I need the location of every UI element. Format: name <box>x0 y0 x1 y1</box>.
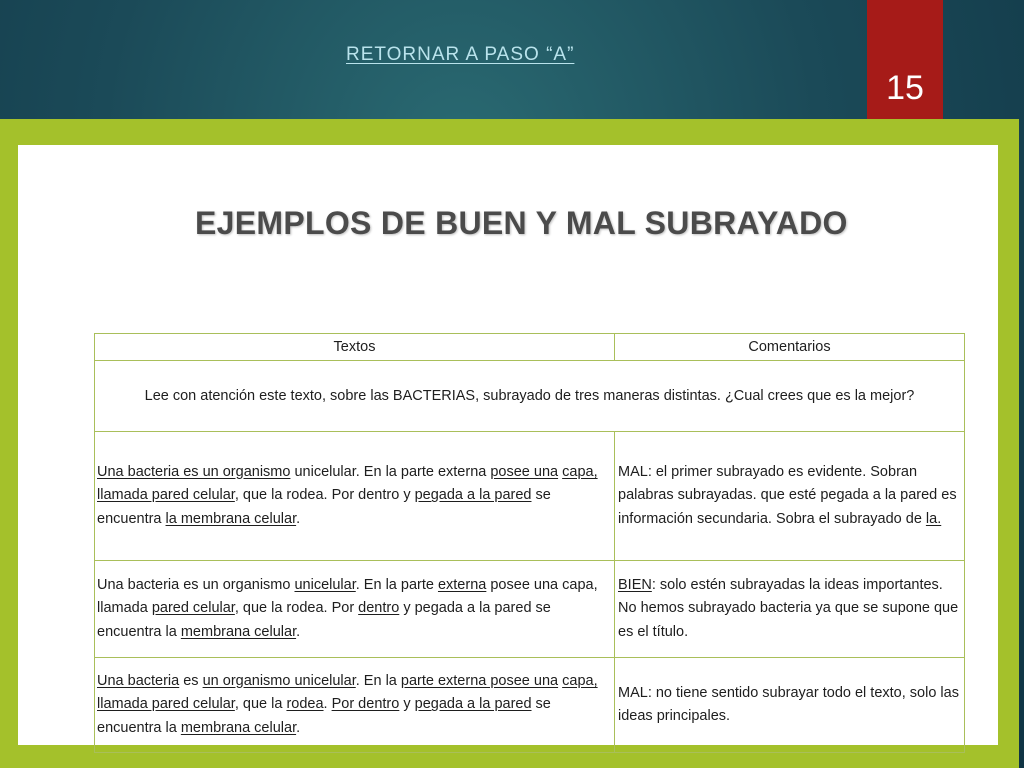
example-text-2: Una bacteria es un organismo unicelular. En la parte externa posee una capa, llamada pared celular, que la rodea. Por dentro y pegada a la pared se encuentra la membrana celular. <box>95 561 615 658</box>
intro-text: Lee con atención este texto, sobre las BACTERIAS, subrayado de tres maneras distintas. ¿Cual crees que es la mejor? <box>95 361 965 432</box>
example-text-3: Una bacteria es un organismo unicelular. En la parte externa posee una capa, llamada pared celular, que la rodea. Por dentro y pegada a la pared se encuentra la membrana celular. <box>95 658 615 753</box>
example-comment-3: MAL: no tiene sentido subrayar todo el texto, solo las ideas principales. <box>615 658 965 753</box>
page-title: EJEMPLOS DE BUEN Y MAL SUBRAYADO <box>195 205 848 241</box>
content-frame <box>0 119 1019 768</box>
slide-number: 15 <box>886 69 924 107</box>
examples-table <box>94 333 965 753</box>
example-comment-1: MAL: el primer subrayado es evidente. Sobran palabras subrayadas. que esté pegada a la pared es información secundaria. Sobra el subrayado de la. <box>615 432 965 561</box>
table-header-row <box>95 334 965 361</box>
header-comments: Comentarios <box>615 334 965 361</box>
table-row-intro <box>95 361 965 432</box>
header-texts: Textos <box>95 334 615 361</box>
return-to-step-a-link[interactable]: RETORNAR A PASO “A” <box>346 44 575 65</box>
example-text-1: Una bacteria es un organismo unicelular. En la parte externa posee una capa, llamada pared celular, que la rodea. Por dentro y pegada a la pared se encuentra la membrana celular. <box>95 432 615 561</box>
slide-number-badge <box>867 0 943 120</box>
content-card <box>18 145 998 745</box>
example-comment-2: BIEN: solo estén subrayadas la ideas importantes. No hemos subrayado bacteria ya que se supone que es el título. <box>615 561 965 658</box>
table-row <box>95 432 965 561</box>
table-row <box>95 561 965 658</box>
table-row <box>95 658 965 753</box>
